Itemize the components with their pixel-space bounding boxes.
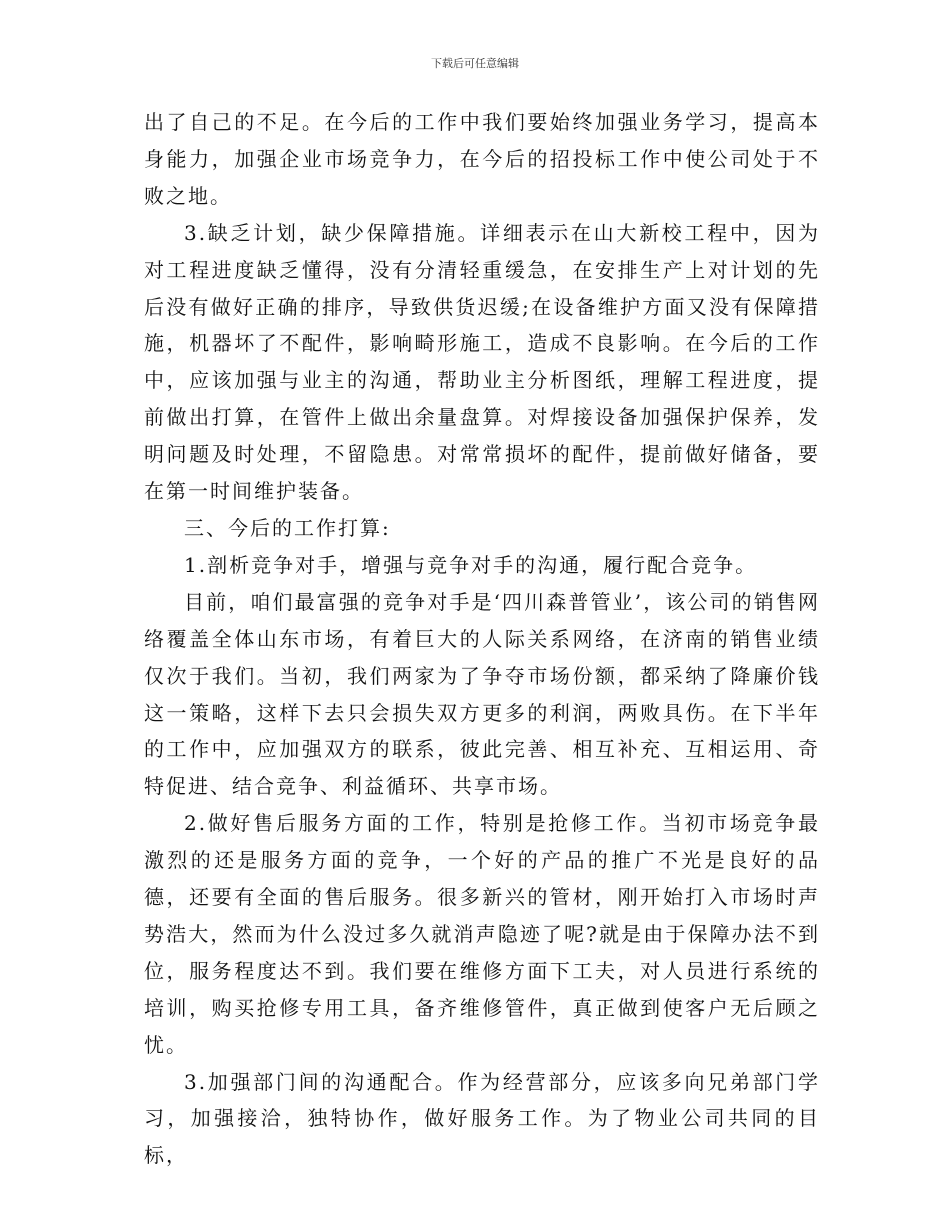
paragraph-1: 出了自己的不足。在今后的工作中我们要始终加强业务学习，提高本身能力，加强企业市场竞争力，在今后的招投标工作中使公司处于不败之地。 — [144, 110, 820, 208]
paragraph-7: 3.加强部门间的沟通配合。作为经营部分，应该多向兄弟部门学习，加强接洽，独特协作，做好服务工作。为了物业公司共同的目标， — [144, 1069, 820, 1168]
section-heading: 三、今后的工作打算: — [184, 515, 391, 540]
document-body — [144, 104, 820, 1174]
page-header: 下载后可任意编辑 — [431, 57, 519, 70]
paragraph-2: 3.缺乏计划，缺少保障措施。详细表示在山大新校工程中，因为对工程进度缺乏懂得，没有分清轻重缓急，在安排生产上对计划的先后没有做好正确的排序，导致供货迟缓;在设备维护方面又没有保障措施，机器坏了不配件，影响畸形施工，造成不良影响。在今后的工作中，应该加强与业主的沟通，帮助业主分析图纸，理解工程进度，提前做出打算，在管件上做出余量盘算。对焊接设备加强保护保养，发明问题及时处理，不留隐患。对常常损坏的配件，提前做好储备，要在第一时间维护装备。 — [144, 220, 820, 504]
paragraph-5: 目前，咱们最富强的竞争对手是‘四川森普管业’，该公司的销售网络覆盖全体山东市场，有着巨大的人际关系网络，在济南的销售业绩仅次于我们。当初，我们两家为了争夺市场份额，都采纳了降廉价钱这一策略，这样下去只会损失双方更多的利润，两败具伤。在下半年的工作中，应加强双方的联系，彼此完善、相互补充、互相运用、奇特促进、结合竞争、利益循环、共享市场。 — [144, 589, 820, 799]
paragraph-4: 1.剖析竞争对手，增强与竞争对手的沟通，履行配合竞争。 — [184, 552, 758, 577]
paragraph-6: 2.做好售后服务方面的工作，特别是抢修工作。当初市场竞争最激烈的还是服务方面的竞争，一个好的产品的推广不光是良好的品德，还要有全面的售后服务。很多新兴的管材，刚开始打入市场时声势浩大，然而为什么没过多久就消声隐迹了呢?就是由于保障办法不到位，服务程度达不到。我们要在维修方面下工夫，对人员进行系统的培训，购买抢修专用工具，备齐维修管件，真正做到使客户无后顾之忧。 — [144, 811, 820, 1057]
